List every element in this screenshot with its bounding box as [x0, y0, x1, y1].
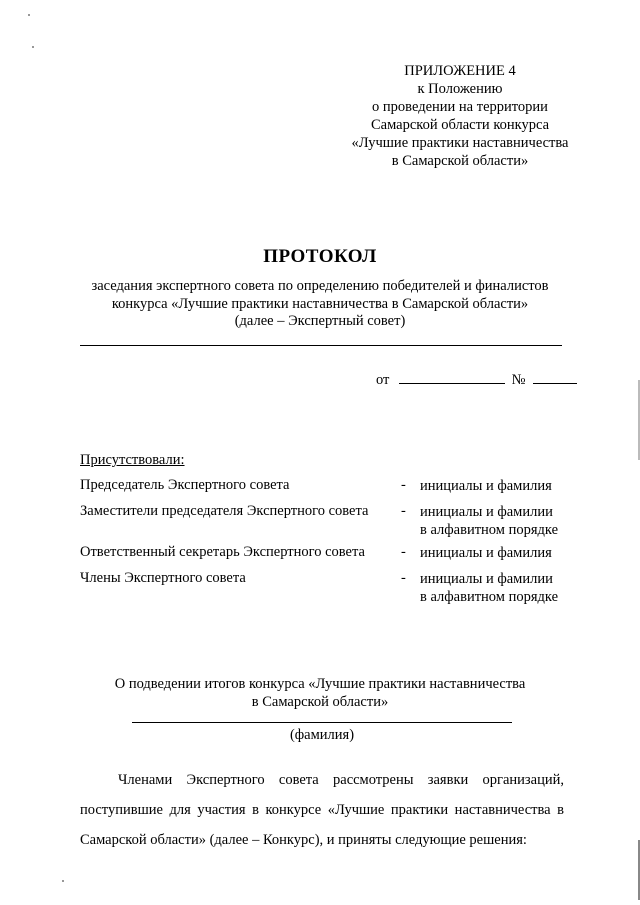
date-blank	[399, 382, 505, 384]
appendix-header	[300, 62, 620, 170]
date-number-line	[376, 372, 577, 389]
body-text	[80, 765, 564, 855]
subtitle-line: заседания экспертного совета по определению победителей и финалистов	[91, 278, 549, 294]
subtitle-line: конкурса «Лучшие практики наставничества в Самарской области»	[111, 295, 529, 312]
scan-speck	[32, 46, 34, 48]
value-line: в алфавитном порядке	[420, 522, 559, 538]
appendix-line: в Самарской области»	[391, 153, 529, 169]
surname-line	[132, 722, 512, 723]
role-value	[420, 477, 552, 495]
section-line: О подведении итогов конкурса «Лучшие практики наставничества	[114, 676, 526, 692]
value-line: в алфавитном порядке	[420, 589, 559, 605]
body-paragraph: Членами Экспертного совета рассмотрены заявки организаций, поступившие для участия в конкурсе «Лучшие практики наставничества в Самарской области» (далее – Конкурс), и приняты следующие решения:	[80, 772, 564, 848]
role-value	[420, 544, 552, 562]
scan-speck	[62, 880, 64, 882]
document-title: ПРОТОКОЛ	[263, 246, 377, 267]
section-heading	[60, 675, 580, 711]
value-line: инициалы и фамилия	[420, 545, 552, 561]
surname-caption: (фамилия)	[289, 727, 355, 743]
scan-speck	[28, 14, 30, 16]
role-value	[420, 503, 558, 539]
document-subtitle	[60, 278, 580, 331]
present-heading: Присутствовали:	[80, 452, 185, 468]
appendix-line: Самарской области конкурса	[370, 117, 550, 133]
row-dash: -	[401, 570, 406, 586]
number-blank	[533, 382, 577, 384]
appendix-line: «Лучшие практики наставничества	[351, 135, 569, 151]
date-label: от	[376, 372, 390, 388]
appendix-line: о проведении на территории	[372, 99, 548, 115]
subtitle-line: (далее – Экспертный совет)	[234, 313, 406, 329]
row-dash: -	[401, 477, 406, 493]
appendix-line: ПРИЛОЖЕНИЕ 4	[404, 63, 516, 79]
role-label: Члены Экспертного совета	[80, 570, 246, 586]
row-dash: -	[401, 544, 406, 560]
role-value	[420, 570, 558, 606]
role-label: Ответственный секретарь Экспертного совета	[80, 544, 365, 560]
appendix-line: к Положению	[417, 81, 503, 97]
value-line: инициалы и фамилии	[420, 504, 553, 520]
role-label: Председатель Экспертного совета	[80, 477, 290, 493]
value-line: инициалы и фамилии	[420, 571, 553, 587]
title-divider	[80, 345, 562, 346]
number-label: №	[511, 372, 526, 388]
row-dash: -	[401, 503, 406, 519]
role-label: Заместители председателя Экспертного совета	[80, 503, 369, 519]
value-line: инициалы и фамилия	[420, 478, 552, 494]
section-line: в Самарской области»	[251, 694, 389, 710]
